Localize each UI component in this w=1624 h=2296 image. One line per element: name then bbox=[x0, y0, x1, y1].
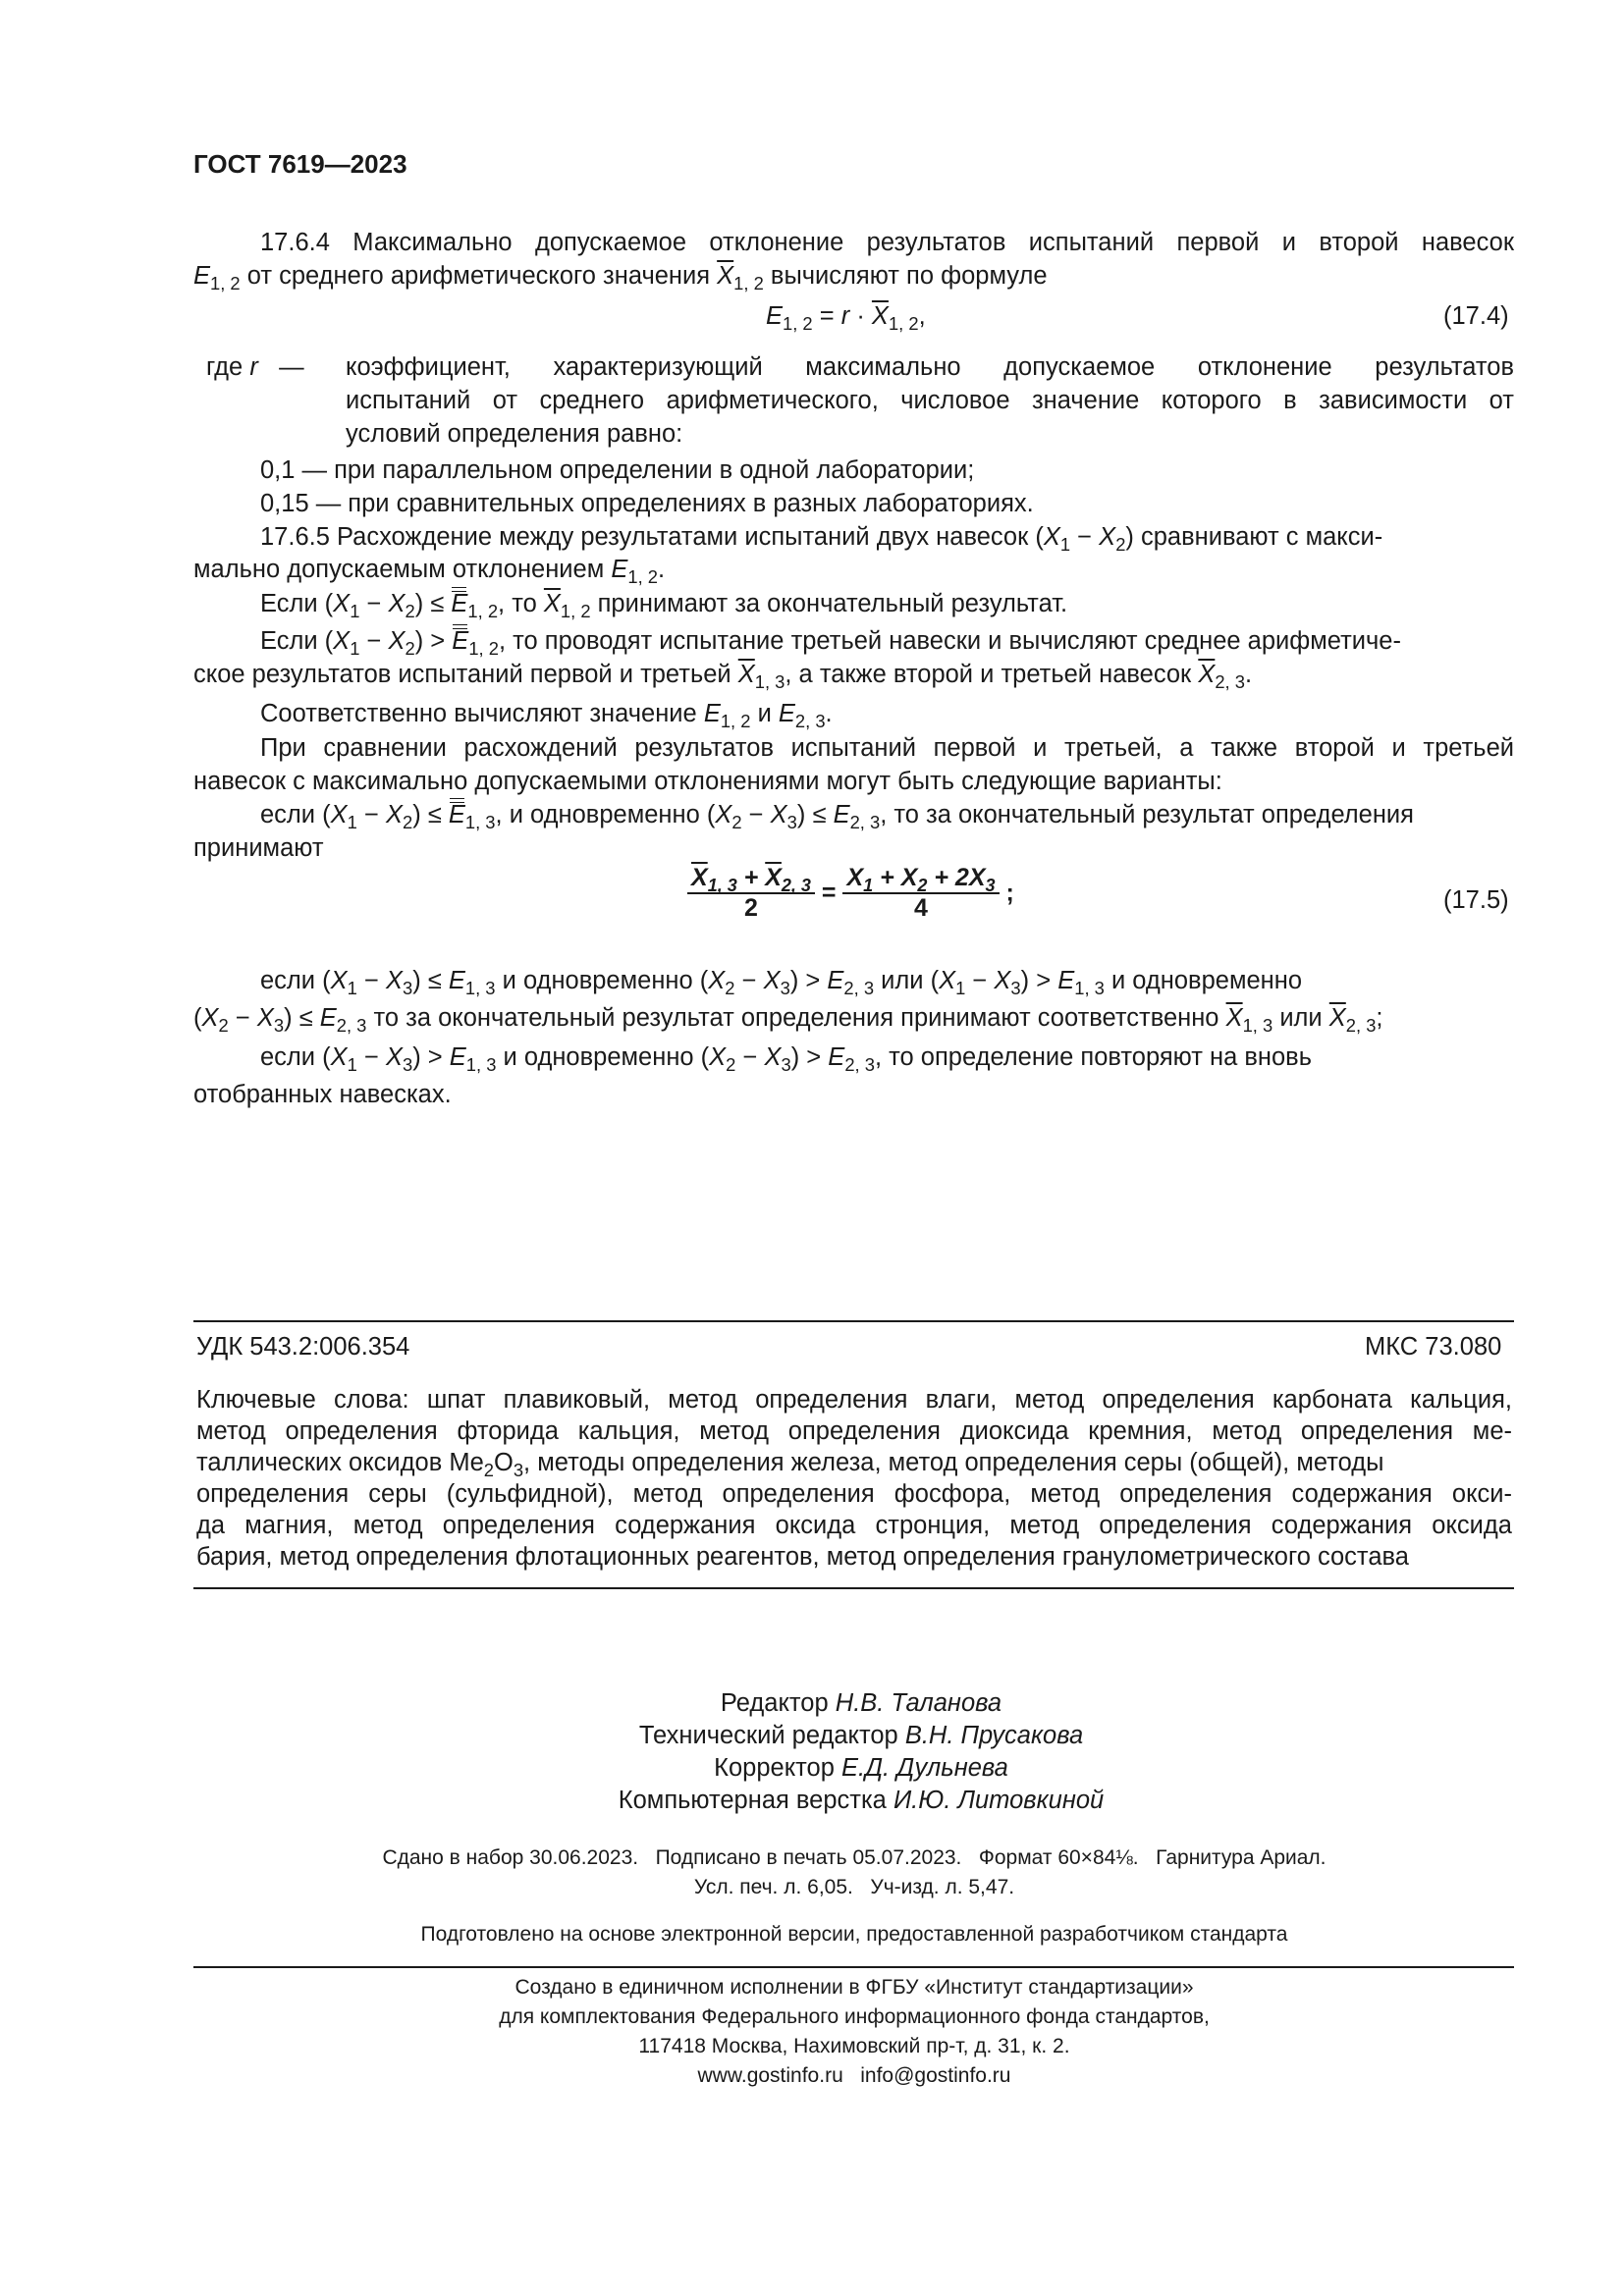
divider-bottom bbox=[193, 1587, 1514, 1589]
imprint-line-2: Усл. печ. л. 6,05. Уч-изд. л. 5,47. bbox=[693, 1876, 1015, 1898]
udk-code: УДК 543.2:006.354 bbox=[196, 1333, 410, 1361]
where-text-2: испытаний от среднего арифметического, числовое значение которого в зависимости от bbox=[346, 387, 1514, 414]
fraction-left: $\frac{\overline{X}_{1, 3} + \overline{X}_{2, 3}}{2}$ bbox=[687, 864, 815, 923]
para-17-6-4-line2: $E_{1, 2}$ от среднего арифметического значения $\overline{X}_{1, 2}$ вычисляют по формуле bbox=[193, 262, 1048, 294]
keywords-line-2: метод определения фторида кальция, метод определения диоксида кремния, метод определения ме- bbox=[196, 1417, 1512, 1445]
if-line-1: Если $(X_1 - X_2) \le E_{1, 2}$, то $\overline{X}_{1, 2}$ принимают за окончательный результат. bbox=[260, 590, 1068, 621]
case-3-line-cont: отобранных навесках. bbox=[193, 1081, 452, 1108]
formula-number-17-4: (17.4) bbox=[1443, 302, 1509, 330]
credit-layout: Компьютерная верстка И.Ю. Литовкиной bbox=[618, 1787, 1105, 1814]
credit-editor: Редактор Н.В. Таланова bbox=[720, 1689, 1002, 1717]
footer-line-3: 117418 Москва, Нахимовский пр-т, д. 31, к. 2. bbox=[638, 2035, 1070, 2057]
para-17-6-4-line1: 17.6.4 Максимально допускаемое отклонение результатов испытаний первой и второй навесок bbox=[260, 229, 1514, 256]
compare-line-2: навесок с максимально допускаемыми отклонениями могут быть следующие варианты: bbox=[193, 768, 1222, 795]
keywords-line-4: определения серы (сульфидной), метод определения фосфора, метод определения содержания окси- bbox=[196, 1480, 1512, 1508]
credit-corrector: Корректор Е.Д. Дульнева bbox=[714, 1754, 1008, 1782]
case-3-line: если $(X_1 - X_3) > E_{1, 3}$ и одновременно $(X_2 - X_3) > E_{2, 3}$, то определение повторяют на вновь bbox=[260, 1043, 1313, 1075]
credit-tech-editor: Технический редактор В.Н. Прусакова bbox=[638, 1722, 1084, 1749]
where-label: где r — bbox=[206, 353, 304, 381]
keywords-line-5: да магния, метод определения содержания оксида стронция, метод определения содержания оксида bbox=[196, 1512, 1512, 1539]
if-line-2: Если $(X_1 - X_2) > E_{1, 2}$, то проводят испытание третьей навески и вычисляют среднее арифметиче- bbox=[260, 627, 1401, 659]
compare-line-1: При сравнении расхождений результатов испытаний первой и третьей, а также второй и третьей bbox=[260, 734, 1514, 762]
where-text-1: коэффициент, характеризующий максимально допускаемое отклонение результатов bbox=[346, 353, 1514, 381]
mks-code: МКС 73.080 bbox=[1365, 1333, 1502, 1361]
formula-number-17-5: (17.5) bbox=[1443, 886, 1509, 914]
case-1-line-cont: принимают bbox=[193, 834, 324, 862]
para-17-6-5-line1: 17.6.5 Расхождение между результатами испытаний двух навесок $(X_1 - X_2)$ сравнивают с макси- bbox=[260, 523, 1383, 555]
document-header: ГОСТ 7619—2023 bbox=[193, 149, 407, 179]
footer-line-1: Создано в единичном исполнении в ФГБУ «Институт стандартизации» bbox=[514, 1976, 1194, 1999]
divider-footer bbox=[193, 1966, 1514, 1968]
imprint-line-1: Сдано в набор 30.06.2023. Подписано в печать 05.07.2023. Формат 60×84⅛. Гарнитура Ариал. bbox=[382, 1846, 1326, 1869]
para-17-6-5-line2: мально допускаемым отклонением $E_{1, 2}$. bbox=[193, 556, 666, 587]
case-2-line-cont: $(X_2 - X_3) \le E_{2, 3}$ то за окончательный результат определения принимают соответственно $\overline{X}_{1, 3}$ или $\overline{X}_{2, 3}$; bbox=[193, 1004, 1383, 1036]
footer-line-4: www.gostinfo.ru info@gostinfo.ru bbox=[697, 2064, 1011, 2087]
fraction-right: $\frac{X_1 + X_2 + 2X_3}{4}$ bbox=[842, 864, 999, 923]
value-line-2: 0,15 — при сравнительных определениях в разных лабораториях. bbox=[260, 490, 1034, 517]
divider-top bbox=[193, 1320, 1514, 1322]
formula-17-5: $\frac{\overline{X}_{1, 3} + \overline{X}_{2, 3}}{2}$ = $\frac{X_1 + X_2 + 2X_3}{4}$ ; bbox=[687, 864, 1014, 923]
footer-line-2: для комплектования Федерального информационного фонда стандартов, bbox=[499, 2005, 1210, 2028]
keywords-line-6: бария, метод определения флотационных реагентов, метод определения гранулометрического состава bbox=[196, 1543, 1409, 1571]
case-2-line: если $(X_1 - X_3) \le E_{1, 3}$ и одновременно $(X_2 - X_3) > E_{2, 3}$ или $(X_1 - X_3) > E_{1, 3}$ и одновременно bbox=[260, 967, 1303, 998]
prepared-note: Подготовлено на основе электронной версии, предоставленной разработчиком стандарта bbox=[420, 1923, 1288, 1946]
accordingly-line: Соответственно вычисляют значение $E_{1, 2}$ и $E_{2, 3}$. bbox=[260, 700, 833, 731]
keywords-line-1: Ключевые слова: шпат плавиковый, метод определения влаги, метод определения карбоната кальция, bbox=[196, 1386, 1512, 1414]
formula-17-4: $E_{1, 2} = r \cdot \overline{X}_{1, 2}$, bbox=[766, 302, 926, 334]
if-line-2-cont: ское результатов испытаний первой и третьей $\overline{X}_{1, 3}$, а также второй и третьей навесок $\overline{X}_{2, 3}$. bbox=[193, 661, 1253, 692]
where-text-3: условий определения равно: bbox=[346, 420, 683, 448]
keywords-line-3: таллических оксидов $Me_2O_3$, методы определения железа, метод определения серы (общей), методы bbox=[196, 1449, 1384, 1480]
value-line-1: 0,1 — при параллельном определении в одной лаборатории; bbox=[260, 456, 975, 484]
case-1-line: если $(X_1 - X_2) \le E_{1, 3}$, и одновременно $(X_2 - X_3) \le E_{2, 3}$, то за окончательный результат определения bbox=[260, 801, 1414, 832]
